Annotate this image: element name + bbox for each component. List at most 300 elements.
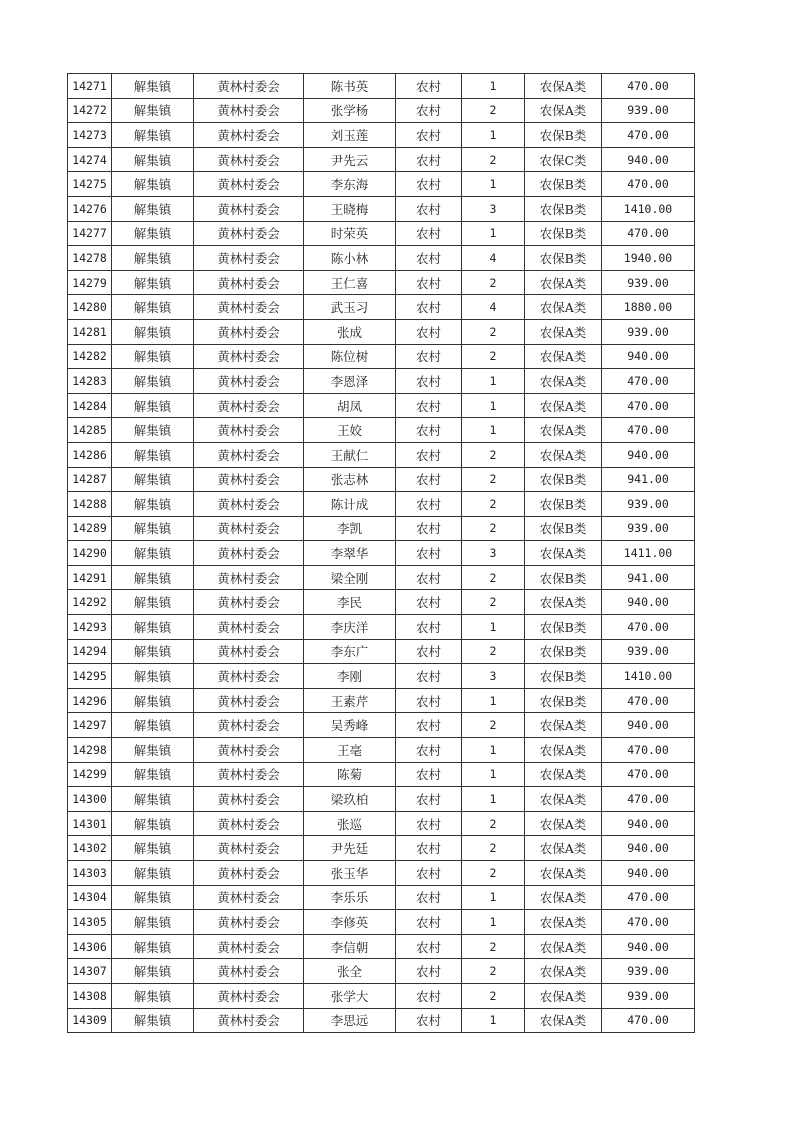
residence-type-cell: 农村 (396, 861, 462, 886)
village-committee-cell: 黄林村委会 (194, 123, 304, 148)
name-cell: 尹先廷 (304, 836, 396, 861)
table-row (68, 885, 695, 910)
record-id-cell: 14300 (68, 787, 112, 812)
amount-cell: 470.00 (602, 615, 695, 640)
town-cell: 解集镇 (112, 738, 194, 763)
record-id-cell: 14304 (68, 885, 112, 910)
village-committee-cell: 黄林村委会 (194, 787, 304, 812)
residence-type-cell: 农村 (396, 442, 462, 467)
record-id-cell: 14305 (68, 910, 112, 935)
insurance-category-cell: 农保A类 (525, 442, 602, 467)
name-cell: 梁玖柏 (304, 787, 396, 812)
insurance-category-cell: 农保A类 (525, 295, 602, 320)
name-cell: 李乐乐 (304, 885, 396, 910)
household-count-cell: 1 (462, 418, 525, 443)
residence-type-cell: 农村 (396, 319, 462, 344)
insurance-category-cell: 农保A类 (525, 910, 602, 935)
insurance-category-cell: 农保B类 (525, 123, 602, 148)
amount-cell: 939.00 (602, 516, 695, 541)
town-cell: 解集镇 (112, 541, 194, 566)
record-id-cell: 14283 (68, 369, 112, 394)
table-row (68, 811, 695, 836)
residence-type-cell: 农村 (396, 565, 462, 590)
name-cell: 王晓梅 (304, 196, 396, 221)
name-cell: 张成 (304, 319, 396, 344)
table-row (68, 590, 695, 615)
town-cell: 解集镇 (112, 418, 194, 443)
record-id-cell: 14297 (68, 713, 112, 738)
village-committee-cell: 黄林村委会 (194, 811, 304, 836)
record-id-cell: 14301 (68, 811, 112, 836)
table-row (68, 196, 695, 221)
household-count-cell: 1 (462, 369, 525, 394)
residence-type-cell: 农村 (396, 910, 462, 935)
household-count-cell: 2 (462, 492, 525, 517)
amount-cell: 470.00 (602, 74, 695, 99)
town-cell: 解集镇 (112, 713, 194, 738)
amount-cell: 940.00 (602, 934, 695, 959)
table-row (68, 344, 695, 369)
table-row (68, 565, 695, 590)
household-count-cell: 2 (462, 516, 525, 541)
name-cell: 张学大 (304, 983, 396, 1008)
amount-cell: 1880.00 (602, 295, 695, 320)
household-count-cell: 2 (462, 959, 525, 984)
table-row (68, 393, 695, 418)
record-id-cell: 14309 (68, 1008, 112, 1033)
village-committee-cell: 黄林村委会 (194, 442, 304, 467)
household-count-cell: 4 (462, 295, 525, 320)
town-cell: 解集镇 (112, 196, 194, 221)
name-cell: 王素芹 (304, 688, 396, 713)
name-cell: 张学杨 (304, 98, 396, 123)
table-row (68, 492, 695, 517)
town-cell: 解集镇 (112, 1008, 194, 1033)
household-count-cell: 1 (462, 393, 525, 418)
household-count-cell: 1 (462, 74, 525, 99)
household-count-cell: 2 (462, 565, 525, 590)
village-committee-cell: 黄林村委会 (194, 196, 304, 221)
residence-type-cell: 农村 (396, 738, 462, 763)
insurance-category-cell: 农保A类 (525, 934, 602, 959)
household-count-cell: 1 (462, 221, 525, 246)
household-count-cell: 1 (462, 787, 525, 812)
name-cell: 李修英 (304, 910, 396, 935)
village-committee-cell: 黄林村委会 (194, 295, 304, 320)
name-cell: 李庆洋 (304, 615, 396, 640)
town-cell: 解集镇 (112, 295, 194, 320)
table-row (68, 369, 695, 394)
amount-cell: 941.00 (602, 565, 695, 590)
residence-type-cell: 农村 (396, 123, 462, 148)
insurance-category-cell: 农保A类 (525, 319, 602, 344)
name-cell: 张巡 (304, 811, 396, 836)
village-committee-cell: 黄林村委会 (194, 418, 304, 443)
residence-type-cell: 农村 (396, 221, 462, 246)
residence-type-cell: 农村 (396, 516, 462, 541)
village-committee-cell: 黄林村委会 (194, 319, 304, 344)
record-id-cell: 14273 (68, 123, 112, 148)
insurance-category-cell: 农保B类 (525, 688, 602, 713)
residence-type-cell: 农村 (396, 836, 462, 861)
record-id-cell: 14288 (68, 492, 112, 517)
village-committee-cell: 黄林村委会 (194, 590, 304, 615)
record-id-cell: 14279 (68, 270, 112, 295)
amount-cell: 939.00 (602, 983, 695, 1008)
benefit-table (67, 73, 695, 1033)
insurance-category-cell: 农保C类 (525, 147, 602, 172)
table-row (68, 615, 695, 640)
name-cell: 陈菊 (304, 762, 396, 787)
residence-type-cell: 农村 (396, 959, 462, 984)
village-committee-cell: 黄林村委会 (194, 492, 304, 517)
insurance-category-cell: 农保A类 (525, 270, 602, 295)
village-committee-cell: 黄林村委会 (194, 74, 304, 99)
household-count-cell: 3 (462, 664, 525, 689)
insurance-category-cell: 农保A类 (525, 369, 602, 394)
record-id-cell: 14272 (68, 98, 112, 123)
amount-cell: 1410.00 (602, 196, 695, 221)
name-cell: 武玉习 (304, 295, 396, 320)
table-row (68, 713, 695, 738)
village-committee-cell: 黄林村委会 (194, 836, 304, 861)
table-row (68, 541, 695, 566)
table-row (68, 516, 695, 541)
name-cell: 陈位树 (304, 344, 396, 369)
table-row (68, 664, 695, 689)
table-row (68, 983, 695, 1008)
village-committee-cell: 黄林村委会 (194, 934, 304, 959)
village-committee-cell: 黄林村委会 (194, 467, 304, 492)
residence-type-cell: 农村 (396, 541, 462, 566)
village-committee-cell: 黄林村委会 (194, 516, 304, 541)
town-cell: 解集镇 (112, 98, 194, 123)
name-cell: 时荣英 (304, 221, 396, 246)
residence-type-cell: 农村 (396, 934, 462, 959)
table-row (68, 418, 695, 443)
name-cell: 王亳 (304, 738, 396, 763)
record-id-cell: 14285 (68, 418, 112, 443)
household-count-cell: 2 (462, 467, 525, 492)
record-id-cell: 14295 (68, 664, 112, 689)
insurance-category-cell: 农保B类 (525, 221, 602, 246)
table-row (68, 688, 695, 713)
amount-cell: 1410.00 (602, 664, 695, 689)
residence-type-cell: 农村 (396, 270, 462, 295)
insurance-category-cell: 农保A类 (525, 344, 602, 369)
record-id-cell: 14281 (68, 319, 112, 344)
name-cell: 李民 (304, 590, 396, 615)
residence-type-cell: 农村 (396, 590, 462, 615)
household-count-cell: 1 (462, 910, 525, 935)
insurance-category-cell: 农保B类 (525, 246, 602, 271)
insurance-category-cell: 农保A类 (525, 885, 602, 910)
insurance-category-cell: 农保A类 (525, 836, 602, 861)
village-committee-cell: 黄林村委会 (194, 147, 304, 172)
amount-cell: 470.00 (602, 1008, 695, 1033)
insurance-category-cell: 农保A类 (525, 98, 602, 123)
table-row (68, 74, 695, 99)
record-id-cell: 14292 (68, 590, 112, 615)
name-cell: 李翠华 (304, 541, 396, 566)
village-committee-cell: 黄林村委会 (194, 762, 304, 787)
town-cell: 解集镇 (112, 590, 194, 615)
town-cell: 解集镇 (112, 983, 194, 1008)
residence-type-cell: 农村 (396, 295, 462, 320)
name-cell: 李东海 (304, 172, 396, 197)
name-cell: 尹先云 (304, 147, 396, 172)
household-count-cell: 2 (462, 861, 525, 886)
amount-cell: 470.00 (602, 762, 695, 787)
village-committee-cell: 黄林村委会 (194, 615, 304, 640)
amount-cell: 470.00 (602, 369, 695, 394)
name-cell: 李凯 (304, 516, 396, 541)
town-cell: 解集镇 (112, 221, 194, 246)
village-committee-cell: 黄林村委会 (194, 959, 304, 984)
village-committee-cell: 黄林村委会 (194, 738, 304, 763)
record-id-cell: 14299 (68, 762, 112, 787)
amount-cell: 939.00 (602, 319, 695, 344)
table-row (68, 467, 695, 492)
household-count-cell: 2 (462, 713, 525, 738)
table-row (68, 934, 695, 959)
amount-cell: 940.00 (602, 811, 695, 836)
town-cell: 解集镇 (112, 639, 194, 664)
household-count-cell: 2 (462, 442, 525, 467)
town-cell: 解集镇 (112, 836, 194, 861)
amount-cell: 940.00 (602, 147, 695, 172)
table-row (68, 246, 695, 271)
insurance-category-cell: 农保B类 (525, 467, 602, 492)
town-cell: 解集镇 (112, 811, 194, 836)
table-row (68, 762, 695, 787)
village-committee-cell: 黄林村委会 (194, 270, 304, 295)
amount-cell: 470.00 (602, 885, 695, 910)
insurance-category-cell: 农保B类 (525, 196, 602, 221)
insurance-category-cell: 农保A类 (525, 418, 602, 443)
insurance-category-cell: 农保A类 (525, 590, 602, 615)
town-cell: 解集镇 (112, 172, 194, 197)
town-cell: 解集镇 (112, 664, 194, 689)
name-cell: 李信朝 (304, 934, 396, 959)
record-id-cell: 14275 (68, 172, 112, 197)
residence-type-cell: 农村 (396, 98, 462, 123)
insurance-category-cell: 农保A类 (525, 762, 602, 787)
household-count-cell: 1 (462, 688, 525, 713)
record-id-cell: 14280 (68, 295, 112, 320)
table-row (68, 959, 695, 984)
table-row (68, 123, 695, 148)
name-cell: 李思远 (304, 1008, 396, 1033)
village-committee-cell: 黄林村委会 (194, 344, 304, 369)
table-body (68, 74, 695, 1033)
residence-type-cell: 农村 (396, 418, 462, 443)
record-id-cell: 14274 (68, 147, 112, 172)
insurance-category-cell: 农保A类 (525, 983, 602, 1008)
amount-cell: 470.00 (602, 221, 695, 246)
insurance-category-cell: 农保B类 (525, 565, 602, 590)
record-id-cell: 14289 (68, 516, 112, 541)
table-row (68, 1008, 695, 1033)
name-cell: 陈计成 (304, 492, 396, 517)
residence-type-cell: 农村 (396, 147, 462, 172)
household-count-cell: 3 (462, 541, 525, 566)
amount-cell: 940.00 (602, 861, 695, 886)
name-cell: 刘玉莲 (304, 123, 396, 148)
village-committee-cell: 黄林村委会 (194, 910, 304, 935)
insurance-category-cell: 农保A类 (525, 74, 602, 99)
village-committee-cell: 黄林村委会 (194, 713, 304, 738)
town-cell: 解集镇 (112, 615, 194, 640)
name-cell: 李刚 (304, 664, 396, 689)
household-count-cell: 1 (462, 123, 525, 148)
village-committee-cell: 黄林村委会 (194, 565, 304, 590)
insurance-category-cell: 农保B类 (525, 639, 602, 664)
name-cell: 李东广 (304, 639, 396, 664)
record-id-cell: 14308 (68, 983, 112, 1008)
record-id-cell: 14290 (68, 541, 112, 566)
town-cell: 解集镇 (112, 565, 194, 590)
residence-type-cell: 农村 (396, 369, 462, 394)
table-row (68, 221, 695, 246)
household-count-cell: 1 (462, 885, 525, 910)
name-cell: 张志林 (304, 467, 396, 492)
record-id-cell: 14271 (68, 74, 112, 99)
name-cell: 梁全刚 (304, 565, 396, 590)
insurance-category-cell: 农保B类 (525, 664, 602, 689)
residence-type-cell: 农村 (396, 1008, 462, 1033)
residence-type-cell: 农村 (396, 467, 462, 492)
residence-type-cell: 农村 (396, 983, 462, 1008)
household-count-cell: 2 (462, 934, 525, 959)
amount-cell: 939.00 (602, 959, 695, 984)
village-committee-cell: 黄林村委会 (194, 98, 304, 123)
name-cell: 王仁喜 (304, 270, 396, 295)
amount-cell: 470.00 (602, 172, 695, 197)
household-count-cell: 1 (462, 615, 525, 640)
table-row (68, 442, 695, 467)
household-count-cell: 2 (462, 344, 525, 369)
record-id-cell: 14296 (68, 688, 112, 713)
table-row (68, 861, 695, 886)
name-cell: 王姣 (304, 418, 396, 443)
household-count-cell: 2 (462, 270, 525, 295)
residence-type-cell: 农村 (396, 811, 462, 836)
table-row (68, 910, 695, 935)
village-committee-cell: 黄林村委会 (194, 983, 304, 1008)
town-cell: 解集镇 (112, 74, 194, 99)
amount-cell: 470.00 (602, 418, 695, 443)
residence-type-cell: 农村 (396, 246, 462, 271)
amount-cell: 940.00 (602, 344, 695, 369)
residence-type-cell: 农村 (396, 615, 462, 640)
amount-cell: 1411.00 (602, 541, 695, 566)
table-row (68, 836, 695, 861)
insurance-category-cell: 农保A类 (525, 541, 602, 566)
residence-type-cell: 农村 (396, 713, 462, 738)
town-cell: 解集镇 (112, 270, 194, 295)
village-committee-cell: 黄林村委会 (194, 541, 304, 566)
name-cell: 张玉华 (304, 861, 396, 886)
record-id-cell: 14303 (68, 861, 112, 886)
record-id-cell: 14286 (68, 442, 112, 467)
town-cell: 解集镇 (112, 861, 194, 886)
table-row (68, 738, 695, 763)
insurance-category-cell: 农保A类 (525, 1008, 602, 1033)
town-cell: 解集镇 (112, 910, 194, 935)
table-row (68, 270, 695, 295)
table-row (68, 147, 695, 172)
table-row (68, 787, 695, 812)
village-committee-cell: 黄林村委会 (194, 369, 304, 394)
town-cell: 解集镇 (112, 467, 194, 492)
amount-cell: 940.00 (602, 590, 695, 615)
record-id-cell: 14287 (68, 467, 112, 492)
record-id-cell: 14278 (68, 246, 112, 271)
household-count-cell: 2 (462, 811, 525, 836)
amount-cell: 940.00 (602, 836, 695, 861)
amount-cell: 941.00 (602, 467, 695, 492)
residence-type-cell: 农村 (396, 787, 462, 812)
amount-cell: 940.00 (602, 442, 695, 467)
residence-type-cell: 农村 (396, 885, 462, 910)
record-id-cell: 14306 (68, 934, 112, 959)
record-id-cell: 14284 (68, 393, 112, 418)
amount-cell: 470.00 (602, 688, 695, 713)
town-cell: 解集镇 (112, 369, 194, 394)
town-cell: 解集镇 (112, 442, 194, 467)
household-count-cell: 1 (462, 172, 525, 197)
name-cell: 胡凤 (304, 393, 396, 418)
insurance-category-cell: 农保A类 (525, 738, 602, 763)
household-count-cell: 3 (462, 196, 525, 221)
record-id-cell: 14277 (68, 221, 112, 246)
insurance-category-cell: 农保B类 (525, 172, 602, 197)
amount-cell: 939.00 (602, 639, 695, 664)
town-cell: 解集镇 (112, 246, 194, 271)
table-row (68, 172, 695, 197)
amount-cell: 470.00 (602, 738, 695, 763)
household-count-cell: 1 (462, 762, 525, 787)
insurance-category-cell: 农保B类 (525, 615, 602, 640)
village-committee-cell: 黄林村委会 (194, 1008, 304, 1033)
insurance-category-cell: 农保A类 (525, 811, 602, 836)
town-cell: 解集镇 (112, 787, 194, 812)
table-row (68, 319, 695, 344)
household-count-cell: 2 (462, 983, 525, 1008)
name-cell: 王献仁 (304, 442, 396, 467)
amount-cell: 940.00 (602, 713, 695, 738)
village-committee-cell: 黄林村委会 (194, 246, 304, 271)
amount-cell: 470.00 (602, 787, 695, 812)
insurance-category-cell: 农保A类 (525, 713, 602, 738)
amount-cell: 470.00 (602, 123, 695, 148)
village-committee-cell: 黄林村委会 (194, 664, 304, 689)
table-row (68, 295, 695, 320)
town-cell: 解集镇 (112, 319, 194, 344)
name-cell: 李恩泽 (304, 369, 396, 394)
residence-type-cell: 农村 (396, 393, 462, 418)
village-committee-cell: 黄林村委会 (194, 885, 304, 910)
record-id-cell: 14298 (68, 738, 112, 763)
town-cell: 解集镇 (112, 492, 194, 517)
town-cell: 解集镇 (112, 123, 194, 148)
name-cell: 张全 (304, 959, 396, 984)
town-cell: 解集镇 (112, 959, 194, 984)
town-cell: 解集镇 (112, 147, 194, 172)
record-id-cell: 14294 (68, 639, 112, 664)
record-id-cell: 14307 (68, 959, 112, 984)
